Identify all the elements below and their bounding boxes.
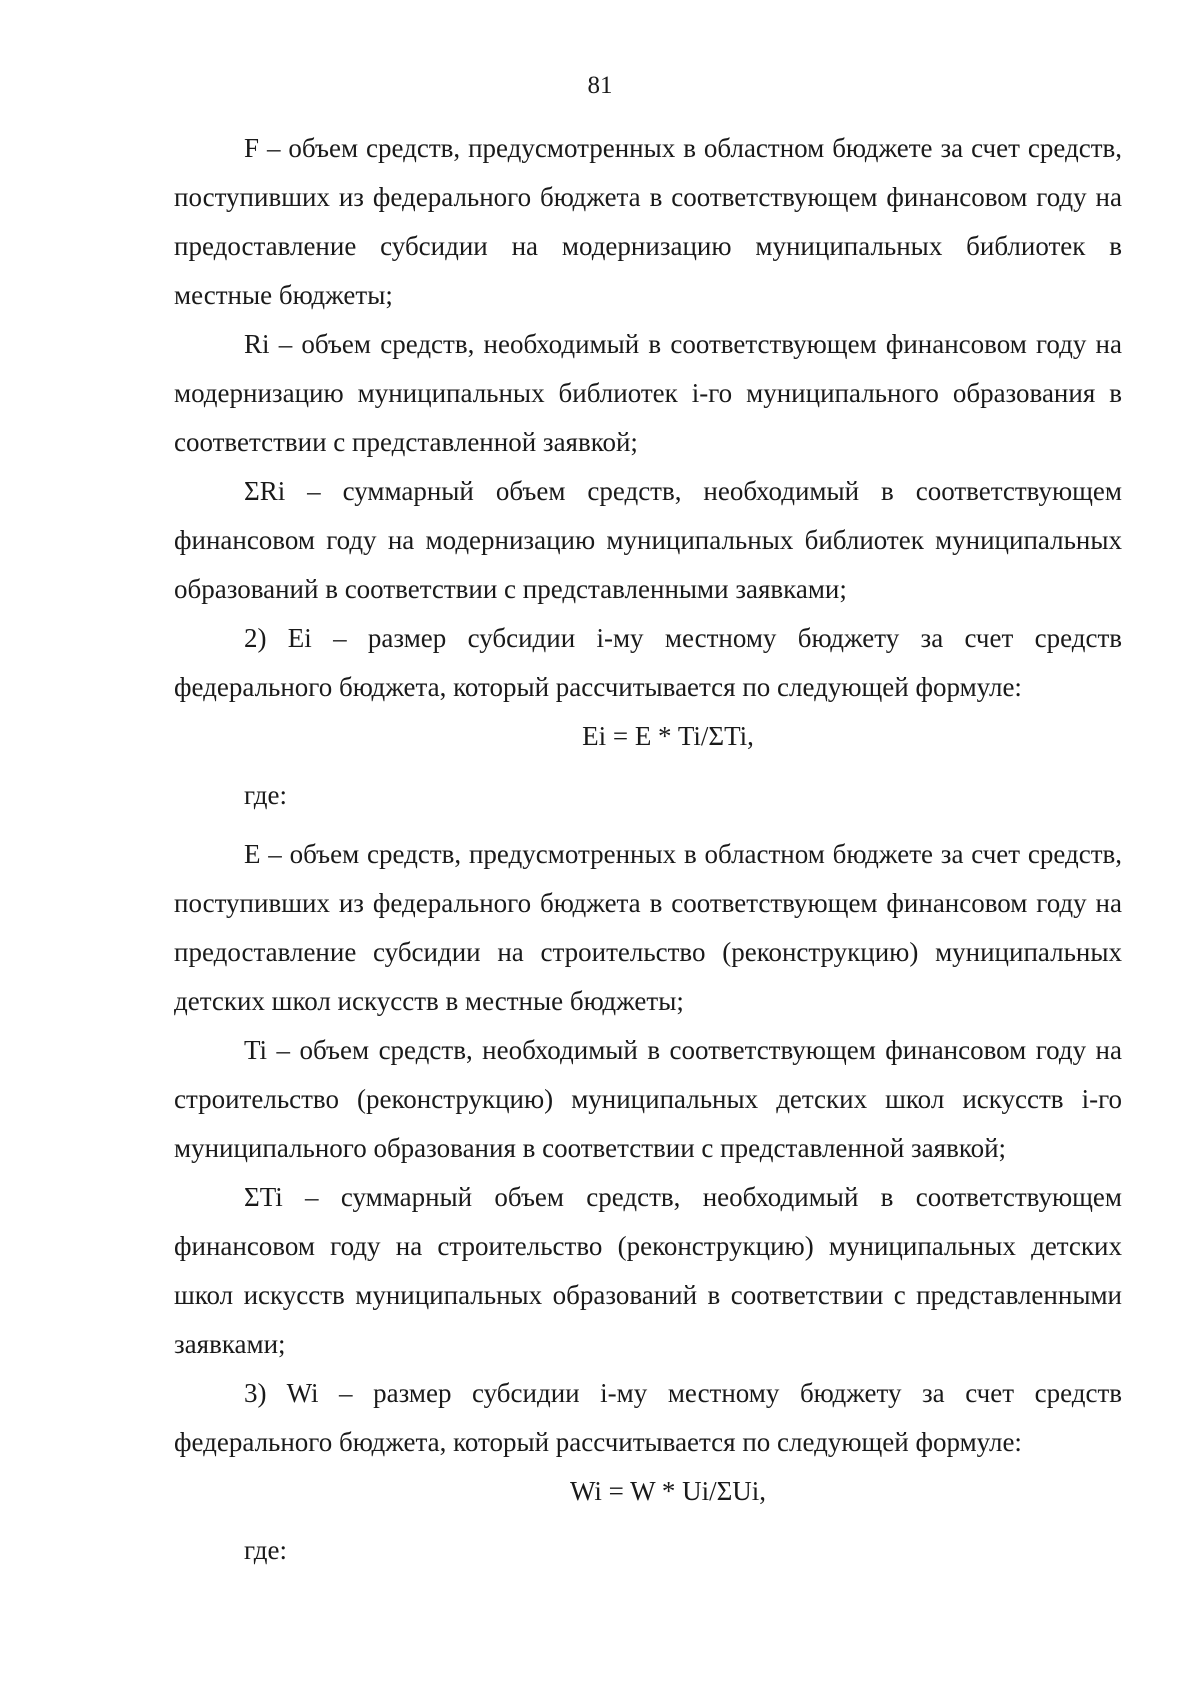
paragraph-wi-intro: 3) Wi – размер субсидии i-му местному бюджету за счет средств федерального бюджета, который рассчитывается по следующей формуле:	[174, 1378, 1122, 1457]
paragraph-sum-ti-definition: ΣTi – суммарный объем средств, необходимый в соответствующем финансовом году на строительство (реконструкцию) муниципальных детских школ искусств муниципальных образований в соответствии с представленными заявками;	[174, 1182, 1122, 1359]
where-label: где:	[244, 1535, 287, 1565]
formula-wi: Wi = W * Ui/ΣUi,	[569, 1476, 767, 1506]
paragraph-sum-ri-definition: ΣRi – суммарный объем средств, необходимый в соответствующем финансовом году на модернизацию муниципальных библиотек муниципальных образований в соответствии с представленными заявками;	[174, 476, 1122, 604]
paragraph-ti-definition: Ti – объем средств, необходимый в соответствующем финансовом году на строительство (реконструкцию) муниципальных детских школ искусств i-го муниципального образования в соответствии с представленной заявкой;	[174, 1035, 1122, 1163]
paragraph-e-definition: E – объем средств, предусмотренных в областном бюджете за счет средств, поступивших из федерального бюджета в соответствующем финансовом году на предоставление субсидии на строительство (реконструкцию) муниципальных детских школ искусств в местные бюджеты;	[174, 839, 1122, 1016]
paragraph-f-definition: F – объем средств, предусмотренных в областном бюджете за счет средств, поступивших из федерального бюджета в соответствующем финансовом году на предоставление субсидии на модернизацию муниципальных библиотек в местные бюджеты;	[174, 133, 1122, 310]
paragraph-ri-definition: Ri – объем средств, необходимый в соответствующем финансовом году на модернизацию муниципальных библиотек i-го муниципального образования в соответствии с представленной заявкой;	[174, 329, 1122, 457]
where-label: где:	[244, 780, 287, 810]
formula-ei: Ei = E * Ti/ΣTi,	[582, 721, 754, 751]
page-number: 81	[587, 72, 613, 99]
document-body	[174, 124, 1122, 1585]
paragraph-ei-intro: 2) Ei – размер субсидии i-му местному бюджету за счет средств федерального бюджета, который рассчитывается по следующей формуле:	[174, 623, 1122, 702]
